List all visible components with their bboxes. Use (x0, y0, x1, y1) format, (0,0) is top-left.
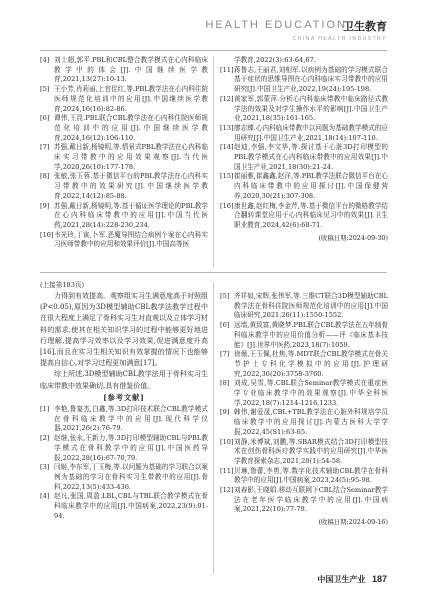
header-rule (40, 50, 387, 51)
top-right-references (220, 56, 388, 243)
reference-text: 远墙,黄致富,黄晓梦.PBL联合CBL教学法在五年制骨科临床教学中的应用价值分析——评《临床基本技能》[J].世界中医药,2023,18(7):1059. (234, 321, 388, 349)
bottom-right-references (220, 292, 388, 528)
reference-number: [12] (220, 486, 234, 495)
reference-number: [12] (220, 94, 234, 103)
continued-note: (上接第183页) (40, 281, 85, 289)
reference-text: 刘静,米博斌,刘鹏,等.SBAR模式结合3D打印模型技术在创伤骨科医疗教学实践中的应用研究[J].中华医学教育探索杂志,2021,20(1):54-58. (234, 437, 388, 465)
reference-text: 学教育,2022(3):63-64,67. (234, 56, 316, 64)
reference-item (220, 350, 388, 379)
column-divider-bottom (213, 282, 214, 574)
reference-item (220, 292, 388, 321)
reference-number: [11] (220, 65, 234, 74)
header-title-cn: 卫生教育 (343, 20, 387, 33)
reference-text: 闫姬,李东军,丁玉梅,等.以问题为基础的学习联合以案例为基础的学习在骨科实习生带教中的应用[J].骨科,2022,13(5):433-436. (54, 463, 208, 491)
reference-item (220, 66, 388, 95)
reference-item (40, 492, 208, 521)
reference-number: [9] (220, 408, 230, 417)
reference-item (220, 467, 388, 486)
reference-number: [6] (40, 114, 50, 123)
references-heading: [参考文献] (103, 393, 145, 402)
reference-item (220, 438, 388, 467)
body-paragraph: 综上所述,3D模型辅助CBL教学法用于骨科实习生临床带教中效果确切,具有借鉴价值。 (40, 370, 208, 390)
reference-number: [10] (220, 437, 234, 446)
reference-item (40, 405, 208, 434)
reference-item (220, 321, 388, 350)
reference-text: 齐祥如,宋辉,张伟军,等.三维CT联合3D模型辅助CBL教学法在骨科住院医师规范化培训中的应用[J].中国临床研究,2021,26(11):1550-1552. (234, 292, 388, 320)
reference-text: 张敏,张玉蓉.基于微信平台的PBL教学法在心内科实习带教中的效果研究[J].中国继续医学教育,2022,14(12):85-88. (54, 172, 208, 200)
reference-text: 赵凡,张国,周盈.LBL,CBL与TBL联合教学模式在骨科临床教学中的应用[J].中国病案,2022,23(9):91-94. (54, 492, 208, 520)
reference-text: 苏强,戴日新,杨镜明,等.基于循证医学理论的PBL教学在心内科临床带教中的应用[J].中国当代医药,2021,28(14):228-230,234. (54, 201, 208, 229)
header-subtitle: CHINA HEALTH INDUSTRY (292, 36, 387, 42)
reference-item (220, 408, 388, 437)
reference-number: [3] (40, 463, 50, 472)
reference-text: 王小芳,肖莉丽,上官佳红,等.PBL教学法在心内科住院医师规范化培训中的应用[J].中国继续医学教育,2024,16(16):82-86. (54, 85, 208, 113)
reference-number: [8] (40, 172, 50, 181)
reference-number: [15] (220, 172, 234, 181)
received-date-bottom: (收稿日期:2024-09-16) (318, 518, 388, 527)
reference-item (40, 114, 208, 143)
reference-number: [11] (220, 466, 234, 475)
reference-number: [14] (220, 143, 234, 152)
bottom-left-references (40, 405, 208, 521)
bottom-right-ref-list (220, 292, 388, 515)
top-right-ref-list (220, 56, 388, 231)
reference-item (40, 434, 208, 463)
reference-item (220, 172, 388, 201)
reference-item (220, 202, 388, 231)
reference-item (40, 172, 208, 201)
reference-number: [8] (220, 379, 230, 388)
reference-item (220, 486, 388, 515)
page-number: 187 (371, 574, 387, 584)
column-divider-top (213, 56, 214, 267)
reference-text: 徐薇,王玉佩,杜焦,等.MDT联合CBL教学模式在骨关节护士专科化学模拟中的应用[J].护理研究,2022,36(20):3758-3760. (234, 350, 388, 378)
section-divider (40, 272, 387, 273)
received-date-top: (收稿日期:2024-09-30) (318, 233, 388, 242)
reference-number: [2] (40, 434, 50, 443)
reference-number: [10] (40, 230, 54, 239)
reference-text: 刘春影,王晓娟.移动互联网下CBL结合Seminar教学法在老年医学临床教学中的应用[J].中国病案,2021,22(10):77-79. (234, 486, 388, 514)
reference-text: 廖志臻.心内科临床带教中以问题为基础教学模式的应用研究[J].中国卫生产业,2021,18(14):107-110. (234, 123, 388, 142)
reference-number: [5] (220, 292, 230, 300)
reference-number: [6] (220, 321, 230, 330)
reference-number (220, 56, 234, 66)
reference-item (220, 95, 388, 124)
reference-item (40, 231, 208, 250)
reference-text: 康世鑫,赵红梅,李金芹,等.基于微信平台的微格教学结合翻转课堂应用于心内科临床见习中的效果[J].卫生职业教育,2024,42(6):68-71. (234, 201, 388, 229)
reference-text: 贝琳,鲁蕾,李勇,等.数字化技术辅助CBL教学在骨科教学中的应用[J].中国病案,2023,24(5):95-98. (234, 466, 388, 485)
reference-item (220, 124, 388, 143)
reference-text: 刘成,吴雪,等.CBL联合Seminar教学模式在重症医学专业临床教学中的效果观察[J].中华全科医学,2022,18(7):1214-1216,1233. (234, 379, 388, 407)
reference-text: 韩伟,谢爱晟,CBL+TBL教学法在心脏外科规培学员临床教学中的应用探讨[J].内蒙古医科大学学报,2022,45(S1):63-65. (234, 408, 388, 436)
reference-number: [4] (40, 492, 50, 501)
reference-number: [9] (40, 201, 50, 210)
reference-text: 蒋鲁志,王丽君,刘相军.以病例为基础的学习模式联合基于症状的思维导图在心内科临床实习带教中的应用研究[J].中国卫生产业,2022,19(24):195-198. (234, 65, 388, 94)
body-text (40, 291, 208, 392)
reference-text: 赵继,张永,王新力,等.3D打印模型辅助CBL与PBL教学模式在骨科教学中的应用[J].中国医药导报,2022,28(16):67-70,79. (54, 434, 208, 462)
reference-item (40, 463, 208, 492)
reference-number: [7] (40, 143, 50, 152)
page-footer (317, 574, 387, 585)
reference-number: [16] (220, 201, 234, 210)
reference-item (40, 143, 208, 172)
body-paragraph: 力得到有效提高。观察组实习生满意度高于对照组(P<0.05),原因为3D模型辅助CBL教学法教学过程中在很大程度上满足了骨科实习生对直观以及立体学习材料的需求,使其在相关知识学习的过程中能够更好地进行理解,提高学习效率以及学习效果,促进满意度升高[16],而且在实习生相关知识有效掌握的情况下也能够提高自信心,对学习过程更加满意[17]。 (40, 292, 208, 368)
reference-number: [7] (220, 350, 230, 359)
reference-text: 韦光玲,丁寅,卜军.恶魔导图结合病例个案在心内科实习医师带教中的应用和效果评价[J].中国高等医 (54, 230, 208, 249)
reference-number: [4] (40, 56, 50, 64)
reference-text: 崔丽雅,崔鑫鑫,赵洋,等.PBL教学法联合微信平台在心内科临床带教中的应用探讨[J].中国保健营养,2020,30(21):307-308. (234, 172, 388, 200)
reference-number: [5] (40, 85, 50, 94)
header-title-en: HEALTH EDUCATION (205, 19, 347, 31)
top-left-references (40, 56, 208, 250)
reference-text: 苏强,戴日新,杨镜明,等.情景式PBL教学法在心内科临床实习带教中的应用效果观察[J].当代医学,2020,26(10):177-178. (54, 143, 208, 171)
reference-text: 刘士超,郭平.PBL和CBL整合教学模式在心内科临床教学中的体会[J].中国继续医学教育,2021,13(27):10-13. (54, 56, 208, 84)
reference-number: [13] (220, 123, 234, 132)
reference-item (220, 379, 388, 408)
footer-publication: 中国卫生产业 (317, 575, 366, 584)
reference-text: 赵迪,李强,李文华,等.探讨基于心脏3D打印模型的PBL教学模式在心内科临床带教中的应用效果[J].中国卫生产业,2021,18(30):21-24. (234, 143, 388, 171)
reference-item (40, 85, 208, 114)
reference-item (40, 202, 208, 231)
page-header (0, 12, 427, 48)
reference-text: 黄家军,郭蒙萍.分析心内科临床带教中临床路径式教学法的效果及对学生操作水平的影响[J].中国卫生产业,2021,18(35):161-165. (234, 94, 388, 123)
reference-item (220, 56, 388, 66)
reference-text: 李艳,鲁宴杰,白鑫,等.3D打印技术联合CBL教学模式在骨科临床教学中的应用[J].现代科学仪器,2021,26(2):76-79. (54, 405, 208, 433)
reference-text: 谭伟,王昆.PBL联合CBL教学法在心内科住院医师规范化培训中的应用[J].中国继续医学教育,2024,16(12):106-110. (54, 114, 208, 142)
reference-item (220, 143, 388, 172)
reference-number: [1] (40, 405, 50, 413)
reference-item (40, 56, 208, 85)
